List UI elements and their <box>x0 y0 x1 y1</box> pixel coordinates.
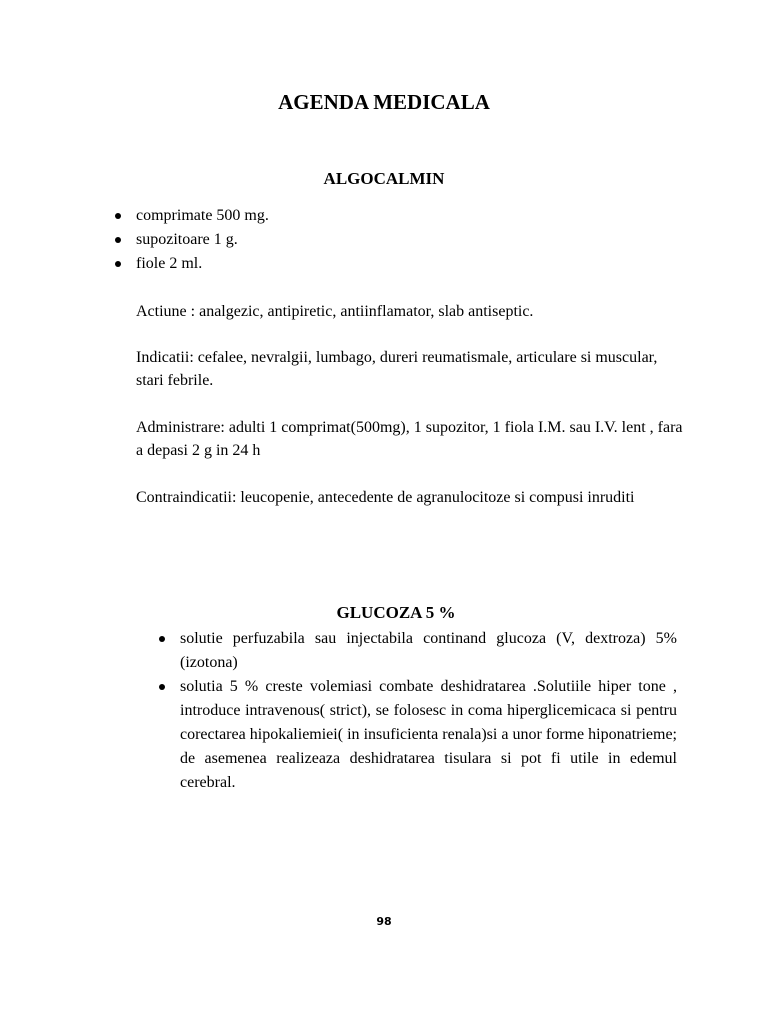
bullet-icon <box>115 261 121 267</box>
list-item-text: supozitoare 1 g. <box>136 231 238 248</box>
list-item <box>136 252 636 276</box>
list-item <box>136 228 636 252</box>
page-number: 98 <box>376 915 392 928</box>
algocalmin-forms-list <box>136 204 636 276</box>
list-item <box>180 627 677 675</box>
administrare-paragraph: Administrare: adulti 1 comprimat(500mg), 1 supozitor, 1 fiola I.M. sau I.V. lent , fara a depasi 2 g in 24 h <box>136 419 683 459</box>
actiune-paragraph: Actiune : analgezic, antipiretic, antiinflamator, slab antiseptic. <box>136 303 534 320</box>
list-item-text: fiole 2 ml. <box>136 255 203 272</box>
section-heading-glucoza: GLUCOZA 5 % <box>336 603 456 622</box>
list-item-text: solutie perfuzabila sau injectabila continand glucoza (V, dextroza) 5%(izotona) <box>180 630 677 671</box>
indicatii-paragraph: Indicatii: cefalee, nevralgii, lumbago, dureri reumatismale, articulare si muscular, stari febrile. <box>136 349 658 389</box>
glucoza-items-list <box>180 627 677 795</box>
page-title: AGENDA MEDICALA <box>278 90 490 114</box>
list-item <box>180 675 677 795</box>
list-item-text: comprimate 500 mg. <box>136 207 269 224</box>
bullet-icon <box>115 213 121 219</box>
bullet-icon <box>115 237 121 243</box>
contraindicatii-paragraph: Contraindicatii: leucopenie, antecedente de agranulocitoze si compusi inruditi <box>136 489 635 506</box>
list-item-text: solutia 5 % creste volemiasi combate deshidratarea .Solutiile hiper tone , introduce intravenous( strict), se folosesc in coma hiperglicemicaca si pentru corectarea hipokaliemiei( in insuficienta renala)si a unor forme hiponatrieme; de asemenea realizeaza deshidratarea tisulara si pot fi utile in edemul cerebral. <box>180 678 677 791</box>
bullet-icon <box>159 684 165 690</box>
list-item <box>136 204 636 228</box>
section-heading-algocalmin: ALGOCALMIN <box>323 169 445 188</box>
bullet-icon <box>159 636 165 642</box>
